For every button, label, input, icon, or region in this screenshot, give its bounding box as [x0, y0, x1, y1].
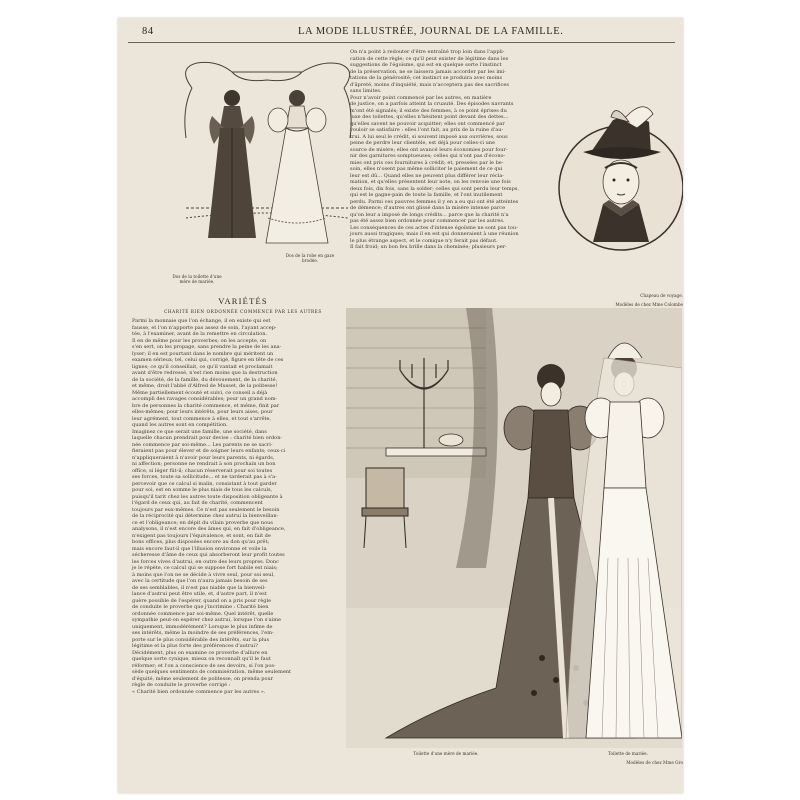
article-line: fieraient pas pour élever et de soigner leurs enfants; ceux-ci	[132, 448, 286, 454]
article-line: Parmi la monnaie que l'on échange, il en existe qui est	[132, 318, 271, 324]
article-line: leur est dû... Quand elles ne peuvent plus différer leur récla-	[350, 172, 504, 179]
article-line: laquelle chacun prendrait pour devise : charité bien ordon-	[132, 435, 283, 441]
article-line: d'équité, même seulement de politesse, on prenda pour	[132, 675, 274, 682]
caption-chapeau: Chapeau de voyage.	[640, 293, 683, 298]
article-line: Les conséquences de ces actes d'intense égoïsme ne sont pas tou-	[350, 224, 518, 231]
article-line: source de misère; elles ont avancé leurs économies pour four-	[350, 146, 508, 153]
article-line: avant d'être redressé, n'est rien moins que la destruction	[132, 370, 278, 376]
caption-dos-toilette: Dos de la toilette d'une mère de mariée.	[172, 274, 222, 284]
article-line: peine de perdre leur clientèle, est déjà pour celles-ci une	[350, 140, 495, 146]
article-line: porte sur le plus considérable des intérêts, sur la plus	[132, 636, 270, 643]
article-line: deux fois, dix fois, sans la solder; celles qui sont perdu leur temps,	[350, 185, 519, 192]
article-line: sans limites.	[350, 88, 382, 94]
article-line: tée, à l'examiner, avant de la remettre en circulation.	[132, 331, 268, 337]
article-line: mies ont pris ces fournitures à crédit; et, pressées par le be-	[350, 159, 504, 166]
article-line: suggestions de l'égoïsme, qui est en quelque sorte l'instinct	[350, 62, 502, 68]
article-line: guère possible de l'espérer, quand on a pris pour règle	[132, 597, 272, 604]
article-line: bons offices, plus disposées encore au don qu'au prêt;	[132, 539, 270, 545]
article-line: sède quelques sentiments de commisération, même seulement	[132, 669, 292, 675]
article-line: Il en de même pour les proverbes; on les accepte, on	[132, 337, 267, 344]
article-line: ni affection; personne ne rendrait à son prochain un bon	[132, 461, 276, 467]
article-line: jours aussi tragiques; mais il en est qui donneraient à une réunion	[350, 231, 519, 237]
back-view-illustration	[172, 58, 362, 273]
article-line: le plus étrange aspect, et le comique n'y ferait pas défaut.	[350, 237, 498, 244]
article-line: lyser; il en est pourtant dans le nombre qui méritent un	[132, 350, 274, 357]
article-line: ce et l'obligeance; en dépit du vilain proverbe que nous	[132, 519, 273, 526]
article-line: analysons, il n'est encore des âmes qui, en fait d'obligeance,	[132, 526, 286, 532]
article-left-column	[132, 318, 354, 695]
article-line: mation, et qu'elles présentent leur note, on les renvoie une fois	[350, 179, 511, 185]
caption-toilette-mere: Toilette d'une mère de mariée.	[413, 751, 479, 756]
article-line: Décidément, plus on examine ce proverbe d'allure en	[132, 649, 268, 656]
caption-chapeau-model: Modèles de chez Mme Colombe	[615, 302, 683, 307]
article-line: je le répète, ce calcul qui se suppose fort habile est niais;	[132, 565, 278, 571]
article-line: toujours par eux-mêmes. Ce n'est pas seulement le besoin	[132, 506, 280, 513]
article-line: accompli des ravages considérables; pour un grand nom-	[132, 396, 278, 402]
article-line: trui. A lui seul le crédit, si souvent imposé aux ouvrières, sous	[350, 133, 508, 140]
article-line: pour soi, est en somme le plus niais de tous les calculs,	[132, 487, 273, 493]
back-dress-light	[266, 90, 328, 243]
left-column	[132, 48, 354, 788]
article-line: d'âpreté, moins d'inquiété, mais n'acceptera pas des sacrifices	[350, 81, 509, 88]
article-line: de la réciprocité qui détermine chez autrui la bienveillan-	[132, 513, 279, 519]
article-line: tations de la générosité; cet instinct se produira avec moins	[350, 75, 503, 81]
article-line: de conduite le proverbe que j'incrimine : Charité bien	[132, 604, 269, 610]
article-line: qui est le gagne-pain de toute la famille, et l'ont inutilement	[350, 192, 503, 198]
article-line: bre de personnes la charité commence, et même, finit par	[132, 402, 280, 409]
article-line: de démence; d'autres ont glissé dans la misère intense parce	[350, 205, 506, 211]
article-line: office, si léger fût-il; chacun réserverait pour soi toutes	[132, 467, 273, 474]
journal-title: LA MODE ILLUSTRÉE, JOURNAL DE LA FAMILLE.	[298, 26, 564, 37]
page-header	[128, 26, 675, 40]
article-line: les forces vives d'autrui, en outre des leurs propres. Donc	[132, 558, 279, 565]
article-line: n'appliqueraient à n'avoir pour leurs parents, ni égards,	[132, 454, 275, 461]
article-line: quand les autres sont en compétition.	[132, 422, 228, 428]
article-line: de la préservation, ne se laissera jamais accorder par les imi-	[350, 68, 506, 75]
caption-toilette-mariee: Toilette de mariée.	[608, 751, 648, 756]
section-title: VARIÉTÉS	[218, 296, 268, 306]
article-line: l'égard de ceux qui, au fait de charité, commencent	[132, 500, 263, 506]
article-line: puisqu'il tarit chez les autres toute disposition obligeante à	[132, 493, 283, 500]
article-line: n'exigent pas toujours l'équivalence, et sont, en fait de	[132, 532, 271, 539]
article-line: Même partiellement écouté et suivi, ce conseil a déjà	[132, 389, 268, 396]
article-line: sécheresse d'âme de ceux qui absorberont leur profit toutes	[132, 552, 285, 558]
hat-portrait	[553, 92, 683, 292]
article-line: avec la certitude que l'on n'aura jamais besoin de ses	[132, 578, 268, 584]
section-subtitle: CHARITÉ BIEN ORDONNÉE COMMENCE PAR LES AUTRES	[164, 309, 322, 314]
caption-toilette-model: Modèles de chez Mme Gro	[626, 760, 683, 765]
article-line: née commence par soi-même... Les parents ne se sacri-	[132, 441, 273, 448]
article-line: quelque sorte cynique, mieux on reconnaît qu'il le faut	[132, 656, 271, 662]
article-line: Il fait froid; un bon feu brille dans la cheminée; plusieurs per-	[350, 244, 507, 250]
article-line: percevoir que ce calcul si malin, consistant à tout garder	[132, 480, 277, 487]
article-line: à moins que l'on ne se décide à vivre seul, pour soi seul,	[132, 571, 275, 578]
article-line: uniquement, immodérément? Lorsque le plus infime de	[132, 623, 273, 630]
back-dress-dark	[208, 90, 256, 238]
article-line: Pour n'avoir point commencé par les autres, en matière	[350, 94, 492, 101]
article-line: ses forces, toute sa sollicitude... et ne tarderait pas à s'a-	[132, 474, 277, 480]
page-number: 84	[142, 26, 154, 37]
article-line: « Charité bien ordonnée commence par les autres ».	[132, 688, 266, 695]
article-line: nir des garnitures somptueuses; celles qui n'ont pas d'écono-	[350, 153, 506, 159]
article-line: Imaginez ce que serait une famille, une société, dans	[132, 428, 267, 435]
magazine-page	[118, 18, 683, 793]
article-line: qu'elles savent ne pouvoir acquitter; elles ont commencé par	[350, 120, 505, 127]
article-line: perdu. Parmi ces pauvres femmes il y en a eu qui ont été atteintes	[350, 198, 519, 205]
caption-dos-robe: Dos de la robe en gaze brodée.	[285, 253, 335, 263]
article-line: de la société, de la famille, du dévouement, de la charité,	[132, 376, 278, 383]
article-line: examen sérieux; tel, celui qui, corrigé, figure en tête de ces	[132, 357, 284, 363]
article-line: fausse, et l'on n'apporte pas assez de soin, l'ayant accep-	[132, 324, 277, 331]
article-line: cation de cette règle; ce qu'il peut exister de légitime dans les	[350, 55, 509, 62]
article-line: elles-mêmes; pour leurs intérêts, pour leurs aises, pour	[132, 409, 273, 415]
article-line: réformer; et l'on a conscience de ses devoirs, si l'on pos-	[132, 662, 276, 669]
article-line: de ses semblables, il n'est pas niable que la bienveil-	[132, 584, 266, 591]
wedding-gowns-illustration	[346, 308, 682, 748]
article-line: vouloir se satisfaire : elles l'ont fait, au prix de la ruine d'au-	[350, 127, 504, 133]
article-line: soin, elles n'osent pas même solliciter le paiement de ce qui	[350, 166, 503, 172]
hat-illustration-block	[553, 92, 683, 307]
article-line: lignes; ce qu'il conseillait, ce qu'il vantait et proclamait	[132, 363, 273, 370]
article-line: règle de conduite le proverbe corrigé :	[132, 682, 231, 688]
article-line: qu'on leur a imposé de longs crédits... parce que la charité n'a	[350, 211, 509, 218]
article-line: ses intérêts, même la moindre de ses préférences, l'em-	[132, 630, 274, 636]
article-line: leur agrément, tout commence à elles, et tout s'arrête,	[132, 415, 272, 422]
article-line: luxe des toilettes, qu'elles n'hésitent point devant des dettes...	[350, 114, 509, 120]
article-line: mais encore faut-il que l'illusion environne et voile la	[132, 545, 267, 552]
article-line: légitime et la plus forte des préférences d'autrui?	[132, 643, 258, 649]
article-line: On n'a point à redouter d'être entraîné trop loin dans l'appli-	[350, 49, 505, 55]
article-line: de justice, on a parfois atteint la cruauté. Des épisodes navrants	[350, 101, 514, 107]
article-line: lance d'autrui peut être utile, et, d'autre part, il n'est	[132, 591, 267, 597]
article-middle-column	[350, 49, 555, 251]
article-line: m'ont été signalés; il existe des femmes, à ce point éprises du	[350, 107, 507, 114]
article-line: s'en sert, on les propage, sans prendre la peine de les ana-	[132, 344, 282, 350]
article-line: pas été assez bien ordonnée pour commencer par les autres.	[350, 218, 505, 224]
article-line: et même, droit l'abbé d'Alfred de Musset, de la politesse!	[132, 383, 278, 389]
article-line: ordonnée commence par soi-même. Quel intérêt, quelle	[132, 610, 274, 617]
article-line: sympathie peut-on espérer chez autrui, lorsque l'on s'aime	[132, 617, 281, 623]
header-rule	[128, 42, 675, 43]
